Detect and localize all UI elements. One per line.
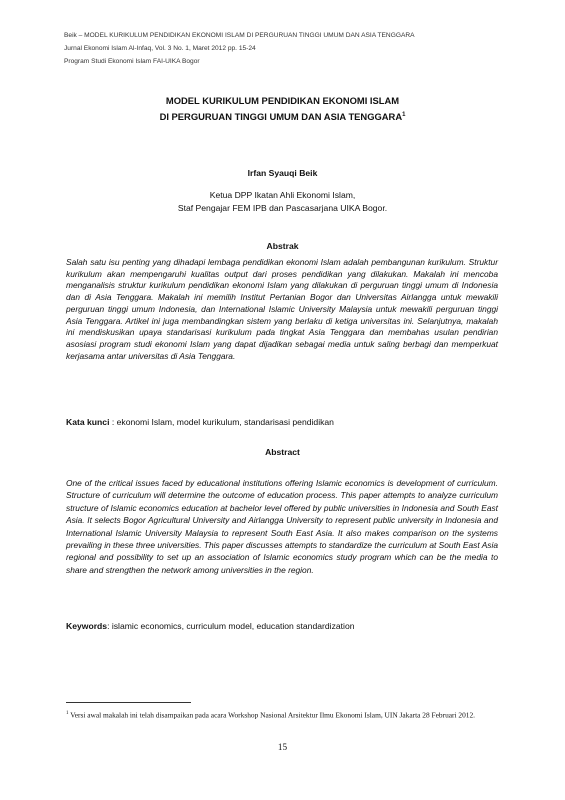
keywords-text: : islamic economics, curriculum model, education standardization bbox=[107, 621, 355, 631]
affiliation-line-1: Ketua DPP Ikatan Ahli Ekonomi Islam, bbox=[209, 190, 356, 200]
page-number: 15 bbox=[277, 742, 288, 752]
title-footnote-mark: 1 bbox=[402, 111, 406, 118]
paper-title-line-1: MODEL KURIKULUM PENDIDIKAN EKONOMI ISLAM bbox=[165, 95, 400, 106]
author-affiliation bbox=[60, 189, 505, 215]
kata-kunci-label: Kata kunci bbox=[66, 417, 110, 427]
affiliation-line-2: Staf Pengajar FEM IPB dan Pascasarjana UIKA Bogor. bbox=[177, 203, 388, 213]
footnote-mark: 1 bbox=[66, 711, 69, 716]
abstract-body: One of the critical issues faced by educational institutions offering Islamic economics is development of curriculum. Structure of curriculum will determine the outcome of education process. This paper attempts to analyze curriculum structure of Islamic economics education at bachelor level offered by public universities in Indonesia and South East Asia. It selects Bogor Agricultural University and Airlangga University to represent public university in Indonesia and International Islamic University Malaysia to represent South East Asia. It also makes comparison on the systems prevailing in these three universities. This paper discusses attempts to standardize the curriculum at South East Asia regional and possibility to set up an association of Islamic economics study program which can be the media to share and strengthen the network among universities in the region. bbox=[66, 478, 498, 575]
keywords bbox=[66, 621, 498, 631]
abstrak-body: Salah satu isu penting yang dihadapi lembaga pendidikan ekonomi Islam adalah pembangunan kurikulum. Struktur kurikulum akan mempengaruhi kualitas output dari proses pendidikan yang dilakukan. Makalah ini mencoba menganalisis struktur kurikulum pendidikan ekonomi Islam yang dilakukan di perguruan tinggi umum di Indonesia dan di Asia Tenggara. Makalah ini memilih Institut Pertanian Bogor dan Universitas Airlangga untuk mewakili perguruan tinggi umum Indonesia, dan International Islamic University Malaysia untuk mewakili perguruan tinggi Asia Tenggara. Artikel ini juga membandingkan sistem yang berlaku di ketiga universitas ini. Selanjutnya, makalah ini mendiskusikan upaya standarisasi kurikulum pada tingkat Asia Tenggara dan membahas usulan pendirian asosiasi program studi ekonomi Islam yang dapat dijadikan sebagai media untuk saling berbagi dan memperkuat kerjasama antar universitas di Asia Tenggara. bbox=[66, 257, 498, 361]
running-header: Beik – MODEL KURIKULUM PENDIDIKAN EKONOMI ISLAM DI PERGURUAN TINGGI UMUM DAN ASIA TENGGARA bbox=[64, 32, 415, 39]
abstract-heading: Abstract bbox=[265, 447, 300, 457]
kata-kunci bbox=[66, 417, 498, 427]
abstrak-heading: Abstrak bbox=[266, 241, 299, 251]
keywords-label: Keywords bbox=[66, 621, 108, 631]
journal-citation: Jurnal Ekonomi Islam Al-Infaq, Vol. 3 No. 1, Maret 2012 pp. 15-24 bbox=[64, 45, 256, 52]
footnote-text: Versi awal makalah ini telah disampaikan pada acara Workshop Nasional Arsitektur Ilmu Ekonomi Islam, UIN Jakarta 28 Februari 2012. bbox=[68, 710, 476, 720]
paper-title-line-2-text: DI PERGURUAN TINGGI UMUM DAN ASIA TENGGARA bbox=[159, 111, 403, 122]
journal-publisher: Program Studi Ekonomi Islam FAI-UIKA Bogor bbox=[64, 58, 200, 65]
author-name: Irfan Syauqi Beik bbox=[247, 168, 318, 178]
kata-kunci-text: : ekonomi Islam, model kurikulum, standarisasi pendidikan bbox=[109, 417, 334, 427]
paper-title-line-2 bbox=[60, 111, 505, 122]
footnote-rule bbox=[66, 702, 191, 703]
footnote bbox=[66, 708, 498, 721]
